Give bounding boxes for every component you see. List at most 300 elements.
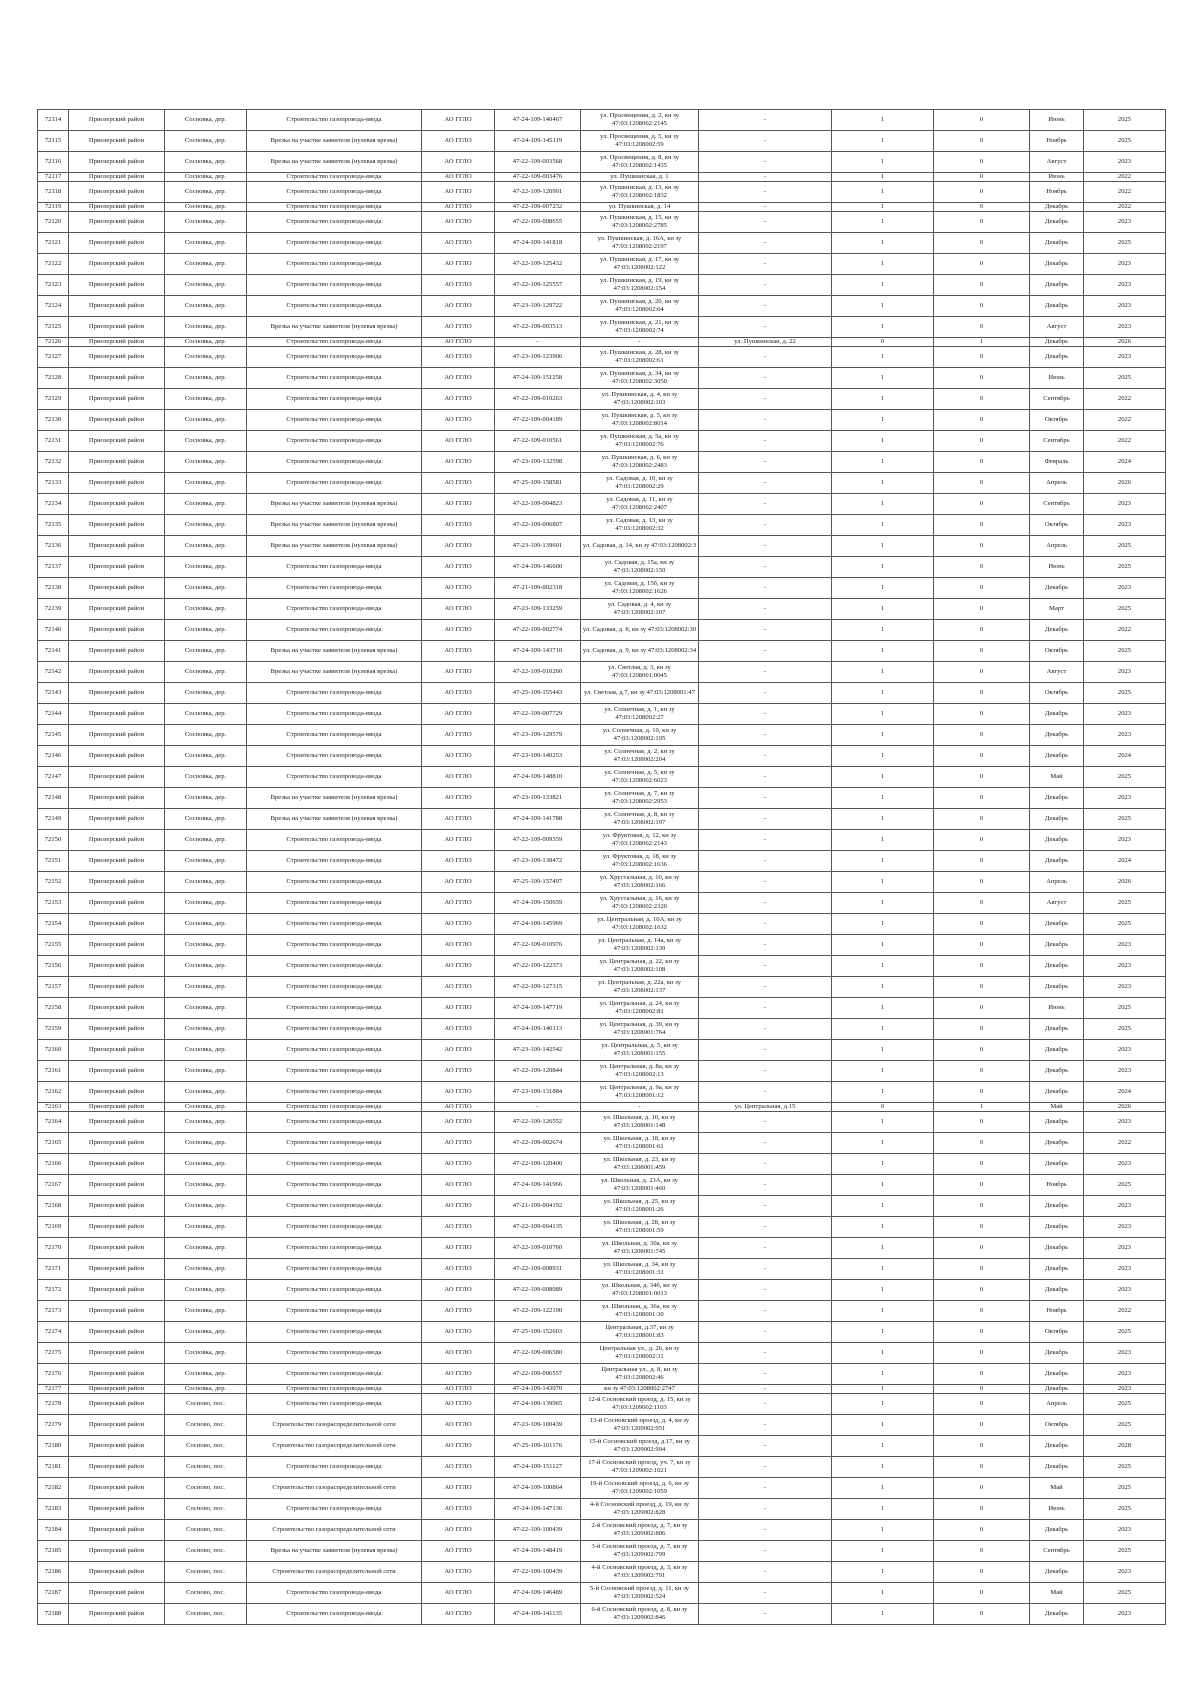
table-row (38, 1457, 1166, 1478)
cell-completion-month: Июнь (1030, 998, 1084, 1019)
table-row (38, 212, 1166, 233)
table-row (38, 1478, 1166, 1499)
cell-organization: АО ГГЛО (422, 182, 495, 203)
cell-organization: АО ГГЛО (422, 998, 495, 1019)
table-row (38, 956, 1166, 977)
cell-work-type: Строительство газопровода-ввода (247, 1259, 422, 1280)
cell-organization: АО ГГЛО (422, 1436, 495, 1457)
cell-completion-month: Декабрь (1030, 620, 1084, 641)
cell-count-contracted: 1 (832, 767, 934, 788)
table-row (38, 317, 1166, 338)
cell-row-number: 72133 (38, 473, 69, 494)
cell-settlement: Сосновка, дер. (165, 1364, 247, 1385)
cell-organization: АО ГГЛО (422, 1301, 495, 1322)
cell-settlement: Сосновка, дер. (165, 746, 247, 767)
cell-application-number: 47-24-109-145119 (495, 131, 581, 152)
cell-organization: АО ГГЛО (422, 746, 495, 767)
cell-completion-year: 2025 (1084, 1322, 1166, 1343)
cell-row-number: 72182 (38, 1478, 69, 1499)
cell-address-planned: - (699, 473, 832, 494)
cell-count-contracted: 1 (832, 620, 934, 641)
cell-row-number: 72137 (38, 557, 69, 578)
cell-district: Приозерский район (69, 1562, 165, 1583)
table-row (38, 1520, 1166, 1541)
cell-organization: АО ГГЛО (422, 1583, 495, 1604)
cell-work-type: Строительство газопровода-ввода (247, 1322, 422, 1343)
cell-address-planned: - (699, 173, 832, 182)
cell-address-planned: - (699, 851, 832, 872)
cell-address-cadastral: кн зу 47:03:1208002:2747 (581, 1385, 699, 1394)
cell-address-cadastral: - (581, 338, 699, 347)
cell-application-number: 47-24-109-150659 (495, 893, 581, 914)
cell-district: Приозерский район (69, 998, 165, 1019)
cell-district: Приозерский район (69, 275, 165, 296)
table-row (38, 1301, 1166, 1322)
cell-application-number: 47-22-109-003568 (495, 152, 581, 173)
cell-completion-year: 2023 (1084, 1562, 1166, 1583)
cell-organization: АО ГГЛО (422, 683, 495, 704)
cell-count-planned: 0 (934, 1343, 1030, 1364)
cell-row-number: 72120 (38, 212, 69, 233)
table-row (38, 110, 1166, 131)
cell-organization: АО ГГЛО (422, 809, 495, 830)
cell-address-cadastral: ул. Центральная, д. 24, кн зу 47:03:1208002:81 (581, 998, 699, 1019)
table-row (38, 1436, 1166, 1457)
cell-application-number: 47-23-109-123906 (495, 347, 581, 368)
cell-count-planned: 0 (934, 1583, 1030, 1604)
table-row (38, 893, 1166, 914)
cell-count-planned: 0 (934, 1541, 1030, 1562)
cell-address-planned: - (699, 1541, 832, 1562)
cell-district: Приозерский район (69, 347, 165, 368)
cell-application-number: 47-22-109-008089 (495, 1280, 581, 1301)
cell-organization: АО ГГЛО (422, 1082, 495, 1103)
cell-count-contracted: 1 (832, 977, 934, 998)
cell-address-planned: - (699, 1385, 832, 1394)
table-row (38, 599, 1166, 620)
cell-settlement: Сосновка, дер. (165, 935, 247, 956)
cell-district: Приозерский район (69, 1154, 165, 1175)
cell-count-planned: 0 (934, 152, 1030, 173)
table-row (38, 1583, 1166, 1604)
cell-district: Приозерский район (69, 338, 165, 347)
cell-row-number: 72140 (38, 620, 69, 641)
cell-settlement: Сосновка, дер. (165, 1343, 247, 1364)
cell-district: Приозерский район (69, 578, 165, 599)
cell-address-planned: - (699, 578, 832, 599)
table-row (38, 1175, 1166, 1196)
cell-address-cadastral: 15-й Сосновский проезд, д.17, кн зу 47:03:1209002:994 (581, 1436, 699, 1457)
cell-work-type: Строительство газопровода-ввода (247, 725, 422, 746)
cell-count-planned: 0 (934, 275, 1030, 296)
cell-address-planned: - (699, 1301, 832, 1322)
cell-address-cadastral: ул. Садовая, д. 13, кн зу 47:03:1208002:32 (581, 515, 699, 536)
cell-count-contracted: 1 (832, 1322, 934, 1343)
cell-completion-year: 2025 (1084, 1457, 1166, 1478)
cell-row-number: 72150 (38, 830, 69, 851)
cell-work-type: Врезка на участке заявителя (нулевая врезка) (247, 788, 422, 809)
cell-address-cadastral: ул. Центральная, д. 9а, кн зу 47:03:1208001:12 (581, 1082, 699, 1103)
table-row (38, 254, 1166, 275)
cell-application-number: 47-22-109-127315 (495, 977, 581, 998)
cell-completion-month: Декабрь (1030, 1133, 1084, 1154)
cell-row-number: 72139 (38, 599, 69, 620)
cell-settlement: Сосновка, дер. (165, 431, 247, 452)
cell-settlement: Сосновка, дер. (165, 515, 247, 536)
records-table (37, 109, 1166, 1625)
cell-work-type: Строительство газопровода-ввода (247, 704, 422, 725)
table-row (38, 683, 1166, 704)
cell-address-planned: - (699, 410, 832, 431)
cell-work-type: Строительство газопровода-ввода (247, 557, 422, 578)
cell-address-cadastral: 19-й Сосновский проезд, д. 6, кн зу 47:03:1209002:1059 (581, 1478, 699, 1499)
cell-work-type: Врезка на участке заявителя (нулевая врезка) (247, 536, 422, 557)
cell-count-planned: 0 (934, 203, 1030, 212)
cell-address-planned: - (699, 1082, 832, 1103)
cell-work-type: Строительство газопровода-ввода (247, 1604, 422, 1625)
cell-row-number: 72166 (38, 1154, 69, 1175)
cell-count-contracted: 1 (832, 1175, 934, 1196)
cell-district: Приозерский район (69, 1196, 165, 1217)
table-row (38, 173, 1166, 182)
cell-district: Приозерский район (69, 788, 165, 809)
cell-completion-year: 2024 (1084, 851, 1166, 872)
cell-application-number: 47-21-109-004192 (495, 1196, 581, 1217)
cell-address-cadastral: ул. Школьная, д. 25, кн зу 47:03:1208001:26 (581, 1196, 699, 1217)
cell-count-planned: 0 (934, 767, 1030, 788)
cell-address-cadastral: ул. Садовая, д. 9, кн зу 47:03:1208002:34 (581, 641, 699, 662)
cell-settlement: Сосновка, дер. (165, 1301, 247, 1322)
cell-work-type: Строительство газопровода-ввода (247, 1154, 422, 1175)
cell-completion-year: 2023 (1084, 1217, 1166, 1238)
cell-application-number: 47-22-109-004189 (495, 410, 581, 431)
table-row (38, 347, 1166, 368)
cell-settlement: Сосновка, дер. (165, 1175, 247, 1196)
cell-count-planned: 0 (934, 233, 1030, 254)
cell-address-planned: - (699, 1322, 832, 1343)
cell-address-planned: - (699, 1061, 832, 1082)
cell-settlement: Сосновка, дер. (165, 851, 247, 872)
cell-count-planned: 0 (934, 998, 1030, 1019)
cell-work-type: Строительство газопровода-ввода (247, 452, 422, 473)
table-row (38, 935, 1166, 956)
cell-application-number: 47-25-109-101176 (495, 1436, 581, 1457)
cell-completion-month: Декабрь (1030, 1217, 1084, 1238)
cell-work-type: Строительство газопровода-ввода (247, 1499, 422, 1520)
cell-district: Приозерский район (69, 173, 165, 182)
cell-completion-year: 2025 (1084, 233, 1166, 254)
cell-district: Приозерский район (69, 182, 165, 203)
cell-completion-month: Июнь (1030, 1499, 1084, 1520)
cell-count-contracted: 1 (832, 233, 934, 254)
cell-row-number: 72167 (38, 1175, 69, 1196)
cell-application-number: 47-22-109-010976 (495, 935, 581, 956)
cell-organization: АО ГГЛО (422, 473, 495, 494)
cell-count-planned: 0 (934, 1385, 1030, 1394)
cell-organization: АО ГГЛО (422, 977, 495, 998)
cell-work-type: Строительство газопровода-ввода (247, 338, 422, 347)
cell-completion-month: Ноябрь (1030, 182, 1084, 203)
cell-count-contracted: 1 (832, 725, 934, 746)
cell-settlement: Сосново, пос. (165, 1457, 247, 1478)
cell-work-type: Строительство газопровода-ввода (247, 431, 422, 452)
cell-address-cadastral: ул. Школьная, д. 34б, кн зу 47:03:1208001:0013 (581, 1280, 699, 1301)
cell-row-number: 72188 (38, 1604, 69, 1625)
cell-completion-month: Декабрь (1030, 1385, 1084, 1394)
table-row (38, 830, 1166, 851)
cell-row-number: 72121 (38, 233, 69, 254)
cell-work-type: Строительство газопровода-ввода (247, 173, 422, 182)
cell-application-number: 47-23-109-100439 (495, 1415, 581, 1436)
cell-count-contracted: 1 (832, 494, 934, 515)
cell-organization: АО ГГЛО (422, 494, 495, 515)
cell-work-type: Строительство газопровода-ввода (247, 1280, 422, 1301)
table-row (38, 1541, 1166, 1562)
cell-settlement: Сосновка, дер. (165, 473, 247, 494)
cell-address-cadastral: ул. Школьная, д. 23, кн зу 47:03:1208001:459 (581, 1154, 699, 1175)
cell-count-contracted: 1 (832, 131, 934, 152)
cell-row-number: 72129 (38, 389, 69, 410)
cell-address-planned: - (699, 767, 832, 788)
cell-count-planned: 0 (934, 1457, 1030, 1478)
table-row (38, 746, 1166, 767)
cell-settlement: Сосновка, дер. (165, 1322, 247, 1343)
cell-count-contracted: 1 (832, 473, 934, 494)
cell-work-type: Строительство газопровода-ввода (247, 1112, 422, 1133)
cell-address-planned: - (699, 1343, 832, 1364)
cell-settlement: Сосновка, дер. (165, 275, 247, 296)
cell-count-planned: 0 (934, 1301, 1030, 1322)
cell-count-contracted: 1 (832, 1457, 934, 1478)
cell-row-number: 72115 (38, 131, 69, 152)
cell-completion-month: Сентябрь (1030, 389, 1084, 410)
cell-application-number: 47-24-109-141788 (495, 809, 581, 830)
cell-completion-year: 2022 (1084, 410, 1166, 431)
cell-application-number: 47-22-109-003476 (495, 173, 581, 182)
cell-application-number: 47-22-109-008931 (495, 1259, 581, 1280)
cell-count-planned: 0 (934, 1061, 1030, 1082)
cell-settlement: Сосново, пос. (165, 1499, 247, 1520)
cell-row-number: 72125 (38, 317, 69, 338)
cell-row-number: 72161 (38, 1061, 69, 1082)
cell-organization: АО ГГЛО (422, 557, 495, 578)
cell-district: Приозерский район (69, 296, 165, 317)
cell-completion-month: Декабрь (1030, 347, 1084, 368)
table-row (38, 1196, 1166, 1217)
table-row (38, 1385, 1166, 1394)
cell-count-contracted: 1 (832, 662, 934, 683)
cell-organization: АО ГГЛО (422, 389, 495, 410)
table-row (38, 641, 1166, 662)
table-row (38, 515, 1166, 536)
table-row (38, 410, 1166, 431)
cell-address-cadastral: ул. Центральная, д. 22, кн зу 47:03:1208002:108 (581, 956, 699, 977)
cell-row-number: 72135 (38, 515, 69, 536)
cell-row-number: 72144 (38, 704, 69, 725)
cell-settlement: Сосновка, дер. (165, 389, 247, 410)
cell-row-number: 72187 (38, 1583, 69, 1604)
cell-work-type: Строительство газопровода-ввода (247, 1196, 422, 1217)
cell-row-number: 72142 (38, 662, 69, 683)
cell-completion-year: 2025 (1084, 809, 1166, 830)
cell-settlement: Сосновка, дер. (165, 704, 247, 725)
cell-work-type: Строительство газопровода-ввода (247, 1133, 422, 1154)
cell-completion-year: 2023 (1084, 704, 1166, 725)
cell-count-contracted: 1 (832, 1499, 934, 1520)
cell-row-number: 72156 (38, 956, 69, 977)
cell-district: Приозерский район (69, 767, 165, 788)
cell-district: Приозерский район (69, 152, 165, 173)
cell-count-planned: 0 (934, 347, 1030, 368)
cell-organization: АО ГГЛО (422, 1394, 495, 1415)
cell-count-planned: 0 (934, 173, 1030, 182)
cell-address-cadastral: ул. Пушкинская, д. 4, кн зу 47:03:1208002:103 (581, 389, 699, 410)
cell-work-type: Строительство газопровода-ввода (247, 935, 422, 956)
cell-settlement: Сосново, пос. (165, 1415, 247, 1436)
cell-completion-month: Сентябрь (1030, 431, 1084, 452)
cell-completion-month: Декабрь (1030, 203, 1084, 212)
cell-row-number: 72127 (38, 347, 69, 368)
cell-completion-year: 2023 (1084, 494, 1166, 515)
cell-count-contracted: 0 (832, 1103, 934, 1112)
cell-completion-month: Декабрь (1030, 1457, 1084, 1478)
cell-address-planned: - (699, 1112, 832, 1133)
cell-address-cadastral: Центральная ул., д. 8, кн зу 47:03:1208002:46 (581, 1364, 699, 1385)
table-row (38, 725, 1166, 746)
table-row (38, 872, 1166, 893)
cell-district: Приозерский район (69, 473, 165, 494)
cell-address-planned: - (699, 131, 832, 152)
cell-completion-month: Октябрь (1030, 641, 1084, 662)
cell-organization: АО ГГЛО (422, 1196, 495, 1217)
cell-row-number: 72185 (38, 1541, 69, 1562)
cell-organization: АО ГГЛО (422, 410, 495, 431)
cell-settlement: Сосновка, дер. (165, 131, 247, 152)
cell-count-planned: 0 (934, 131, 1030, 152)
cell-count-planned: 0 (934, 1394, 1030, 1415)
cell-organization: АО ГГЛО (422, 599, 495, 620)
cell-application-number: 47-23-109-132598 (495, 452, 581, 473)
cell-work-type: Строительство газопровода-ввода (247, 368, 422, 389)
cell-application-number: 47-24-109-151258 (495, 368, 581, 389)
cell-work-type: Строительство газопровода-ввода (247, 1082, 422, 1103)
cell-address-planned: - (699, 872, 832, 893)
cell-organization: АО ГГЛО (422, 1604, 495, 1625)
cell-address-cadastral: ул. Фруктовая, д. 12, кн зу 47:03:1208002:2143 (581, 830, 699, 851)
cell-organization: АО ГГЛО (422, 1259, 495, 1280)
cell-completion-year: 2023 (1084, 1385, 1166, 1394)
cell-settlement: Сосновка, дер. (165, 1154, 247, 1175)
cell-work-type: Строительство газопровода-ввода (247, 233, 422, 254)
cell-settlement: Сосновка, дер. (165, 1133, 247, 1154)
cell-district: Приозерский район (69, 1259, 165, 1280)
cell-completion-year: 2022 (1084, 203, 1166, 212)
cell-district: Приозерский район (69, 1103, 165, 1112)
cell-organization: АО ГГЛО (422, 1499, 495, 1520)
cell-organization: АО ГГЛО (422, 1364, 495, 1385)
cell-work-type: Строительство газопровода-ввода (247, 1301, 422, 1322)
cell-work-type: Строительство газопровода-ввода (247, 1217, 422, 1238)
cell-application-number: 47-22-109-006807 (495, 515, 581, 536)
cell-completion-month: Декабрь (1030, 830, 1084, 851)
cell-district: Приозерский район (69, 212, 165, 233)
table-row (38, 131, 1166, 152)
cell-completion-month: Декабрь (1030, 746, 1084, 767)
cell-address-planned: ул. Центральная, д.15 (699, 1103, 832, 1112)
cell-district: Приозерский район (69, 1541, 165, 1562)
cell-completion-year: 2023 (1084, 296, 1166, 317)
cell-organization: АО ГГЛО (422, 935, 495, 956)
cell-address-cadastral: ул. Пушкинская, д. 6, кн зу 47:03:1208002:2483 (581, 452, 699, 473)
cell-count-planned: 0 (934, 410, 1030, 431)
cell-count-contracted: 1 (832, 851, 934, 872)
table-row (38, 620, 1166, 641)
cell-row-number: 72149 (38, 809, 69, 830)
cell-work-type: Строительство газопровода-ввода (247, 830, 422, 851)
cell-district: Приозерский район (69, 1478, 165, 1499)
cell-address-cadastral: ул. Школьная, д. 18, кн зу 47:03:1208001:61 (581, 1133, 699, 1154)
cell-district: Приозерский район (69, 599, 165, 620)
cell-address-planned: ул. Пушкинская, д. 22 (699, 338, 832, 347)
cell-completion-year: 2023 (1084, 1040, 1166, 1061)
table-row (38, 557, 1166, 578)
cell-work-type: Строительство газопровода-ввода (247, 296, 422, 317)
cell-count-planned: 1 (934, 338, 1030, 347)
cell-organization: АО ГГЛО (422, 254, 495, 275)
cell-application-number: 47-25-109-158581 (495, 473, 581, 494)
cell-work-type: Врезка на участке заявителя (нулевая врезка) (247, 317, 422, 338)
cell-settlement: Сосновка, дер. (165, 173, 247, 182)
cell-organization: АО ГГЛО (422, 872, 495, 893)
cell-count-planned: 0 (934, 1364, 1030, 1385)
cell-row-number: 72178 (38, 1394, 69, 1415)
cell-work-type: Строительство газопровода-ввода (247, 1583, 422, 1604)
cell-row-number: 72177 (38, 1385, 69, 1394)
cell-district: Приозерский район (69, 641, 165, 662)
table-row (38, 1562, 1166, 1583)
cell-row-number: 72173 (38, 1301, 69, 1322)
cell-address-cadastral: ул. Центральная, д. 10А, кн зу 47:03:1208002:1632 (581, 914, 699, 935)
cell-completion-year: 2023 (1084, 515, 1166, 536)
cell-completion-year: 2025 (1084, 557, 1166, 578)
cell-organization: АО ГГЛО (422, 893, 495, 914)
cell-count-contracted: 1 (832, 1364, 934, 1385)
cell-count-contracted: 1 (832, 173, 934, 182)
cell-address-planned: - (699, 1604, 832, 1625)
cell-organization: АО ГГЛО (422, 1175, 495, 1196)
cell-count-contracted: 1 (832, 152, 934, 173)
cell-application-number: 47-23-109-138472 (495, 851, 581, 872)
cell-address-planned: - (699, 1436, 832, 1457)
cell-application-number: 47-22-109-126552 (495, 1112, 581, 1133)
cell-address-cadastral: ул. Солнечная, д. 1, кн зу 47:03:1208002:27 (581, 704, 699, 725)
cell-application-number: 47-23-109-131884 (495, 1082, 581, 1103)
table-row (38, 1217, 1166, 1238)
cell-work-type: Строительство газопровода-ввода (247, 347, 422, 368)
cell-completion-year: 2023 (1084, 275, 1166, 296)
cell-application-number: 47-22-109-003513 (495, 317, 581, 338)
cell-completion-year: 2024 (1084, 746, 1166, 767)
cell-completion-month: Декабрь (1030, 1112, 1084, 1133)
table-row (38, 1238, 1166, 1259)
cell-count-contracted: 1 (832, 275, 934, 296)
cell-work-type: Строительство газопровода-ввода (247, 203, 422, 212)
cell-address-planned: - (699, 914, 832, 935)
cell-count-contracted: 1 (832, 1394, 934, 1415)
cell-work-type: Строительство газопровода-ввода (247, 389, 422, 410)
cell-work-type: Строительство газопровода-ввода (247, 1175, 422, 1196)
cell-count-contracted: 1 (832, 1259, 934, 1280)
